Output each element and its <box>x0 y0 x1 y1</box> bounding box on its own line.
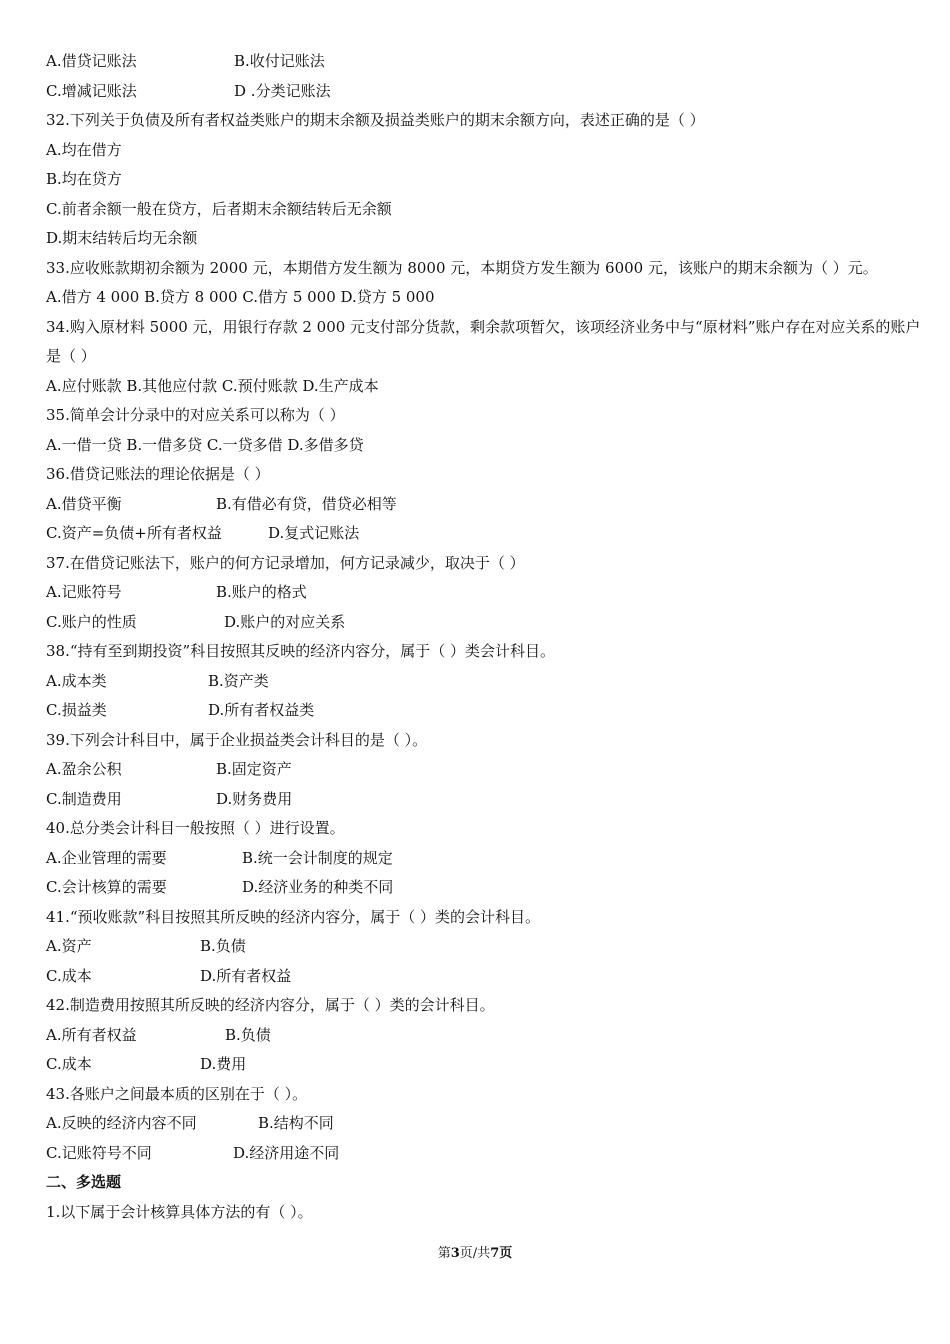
footer-total-pages: 7 <box>490 1246 500 1261</box>
option-right: D.经济业务的种类不同 <box>242 878 394 896</box>
option-left: C.账户的性质 <box>46 612 137 631</box>
text-line: A.均在借方 <box>46 140 122 159</box>
footer-middle: 页/共 <box>459 1246 491 1261</box>
option-left: C.记账符号不同 <box>46 1143 152 1162</box>
option-row <box>46 47 926 77</box>
option-right: D.经济用途不同 <box>233 1143 340 1162</box>
option-right: D.账户的对应关系 <box>224 612 346 631</box>
option-right: B.结构不同 <box>258 1114 334 1132</box>
footer-page-number: 3 <box>450 1246 460 1261</box>
option-row <box>46 1050 926 1080</box>
option-row <box>46 962 926 992</box>
text-line: 1.以下属于会计核算具体方法的有（ ）。 <box>46 1202 313 1221</box>
option-left: A.资产 <box>46 937 92 955</box>
option-left: A.盈余公积 <box>46 760 122 778</box>
option-left: C.资产=负债+所有者权益 <box>46 524 222 542</box>
option-left: C.成本 <box>46 966 92 985</box>
option-left: C.增减记账法 <box>46 81 137 100</box>
page-content <box>46 47 926 1227</box>
option-right: B.账户的格式 <box>216 583 307 601</box>
text-line: 41.“预收账款”科目按照其所反映的经济内容分，属于（ ）类的会计科目。 <box>46 907 540 926</box>
text-line: 32.下列关于负债及所有者权益类账户的期末余额及损益类账户的期末余额方向，表述正确的是（ ） <box>46 111 705 129</box>
option-row <box>46 844 926 874</box>
text-line: A.借方 4 000 B.贷方 8 000 C.借方 5 000 D.贷方 5 000 <box>46 288 435 306</box>
option-row <box>46 519 926 549</box>
option-right: B.负债 <box>225 1025 271 1044</box>
option-row <box>46 932 926 962</box>
option-left: C.损益类 <box>46 701 107 719</box>
text-line: 35.简单会计分录中的对应关系可以称为（ ） <box>46 406 345 424</box>
footer-suffix: 页 <box>499 1246 513 1261</box>
text-line: C.前者余额一般在贷方，后者期末余额结转后无余额 <box>46 199 392 218</box>
option-row <box>46 667 926 697</box>
footer-prefix: 第 <box>437 1246 451 1261</box>
option-row <box>46 1109 926 1139</box>
option-left: C.会计核算的需要 <box>46 878 167 896</box>
option-right: D.财务费用 <box>216 789 293 808</box>
text-line: 40.总分类会计科目一般按照（ ）进行设置。 <box>46 819 345 837</box>
option-left: A.企业管理的需要 <box>46 848 167 867</box>
option-right: B.资产类 <box>208 671 269 690</box>
option-right: B.有借必有贷，借贷必相等 <box>216 494 397 513</box>
text-line: D.期末结转后均无余额 <box>46 229 198 247</box>
text-line: 36.借贷记账法的理论依据是（ ） <box>46 465 270 483</box>
text-line: A.一借一贷 B.一借多贷 C.一贷多借 D.多借多贷 <box>46 435 364 454</box>
question-text: 34.购入原材料 5000 元，用银行存款 2 000 元支付部分货款，剩余款项暂欠，该项经济业务中与“原材料”账户存在对应关系的账户是（ ） <box>46 317 921 365</box>
option-left: A.借贷平衡 <box>46 494 122 513</box>
option-row <box>46 696 926 726</box>
text-line: 39.下列会计科目中，属于企业损益类会计科目的是（ ）。 <box>46 730 428 749</box>
option-row <box>46 873 926 903</box>
option-left: A.所有者权益 <box>46 1025 137 1044</box>
option-left: A.反映的经济内容不同 <box>46 1114 197 1132</box>
option-row <box>46 785 926 815</box>
text-line: 33.应收账款期初余额为 2000 元，本期借方发生额为 8000 元，本期贷方发生额为 6000 元，该账户的期末余额为（ ）元。 <box>46 258 878 277</box>
option-row <box>46 755 926 785</box>
text-line: A.应付账款 B.其他应付款 C.预付账款 D.生产成本 <box>46 376 379 395</box>
option-row <box>46 77 926 107</box>
option-right: B.负债 <box>200 937 246 955</box>
option-left: A.成本类 <box>46 671 107 690</box>
option-row <box>46 1021 926 1051</box>
text-line: B.均在贷方 <box>46 170 122 188</box>
option-right: D.所有者权益类 <box>208 701 315 719</box>
option-right: B.统一会计制度的规定 <box>242 848 393 867</box>
option-right: B.收付记账法 <box>234 52 325 70</box>
section-heading: 二、多选题 <box>46 1173 122 1191</box>
option-right: D.复式记账法 <box>268 524 360 542</box>
text-line: 37.在借贷记账法下，账户的何方记录增加，何方记录减少，取决于（ ） <box>46 553 525 572</box>
option-left: A.借贷记账法 <box>46 52 137 70</box>
page-footer <box>0 1244 950 1264</box>
option-left: A.记账符号 <box>46 583 122 601</box>
text-line: 43.各账户之间最本质的区别在于（ ）。 <box>46 1084 308 1103</box>
option-row <box>46 490 926 520</box>
option-right: B.固定资产 <box>216 760 292 778</box>
option-right: D.费用 <box>200 1055 247 1073</box>
option-left: C.成本 <box>46 1055 92 1073</box>
text-line: 42.制造费用按照其所反映的经济内容分，属于（ ）类的会计科目。 <box>46 996 495 1014</box>
text-line: 38.“持有至到期投资”科目按照其反映的经济内容分，属于（ ）类会计科目。 <box>46 642 555 660</box>
option-right: D .分类记账法 <box>234 81 331 100</box>
option-row <box>46 578 926 608</box>
option-left: C.制造费用 <box>46 789 122 808</box>
option-row <box>46 1139 926 1169</box>
option-row <box>46 608 926 638</box>
option-right: D.所有者权益 <box>200 966 292 985</box>
